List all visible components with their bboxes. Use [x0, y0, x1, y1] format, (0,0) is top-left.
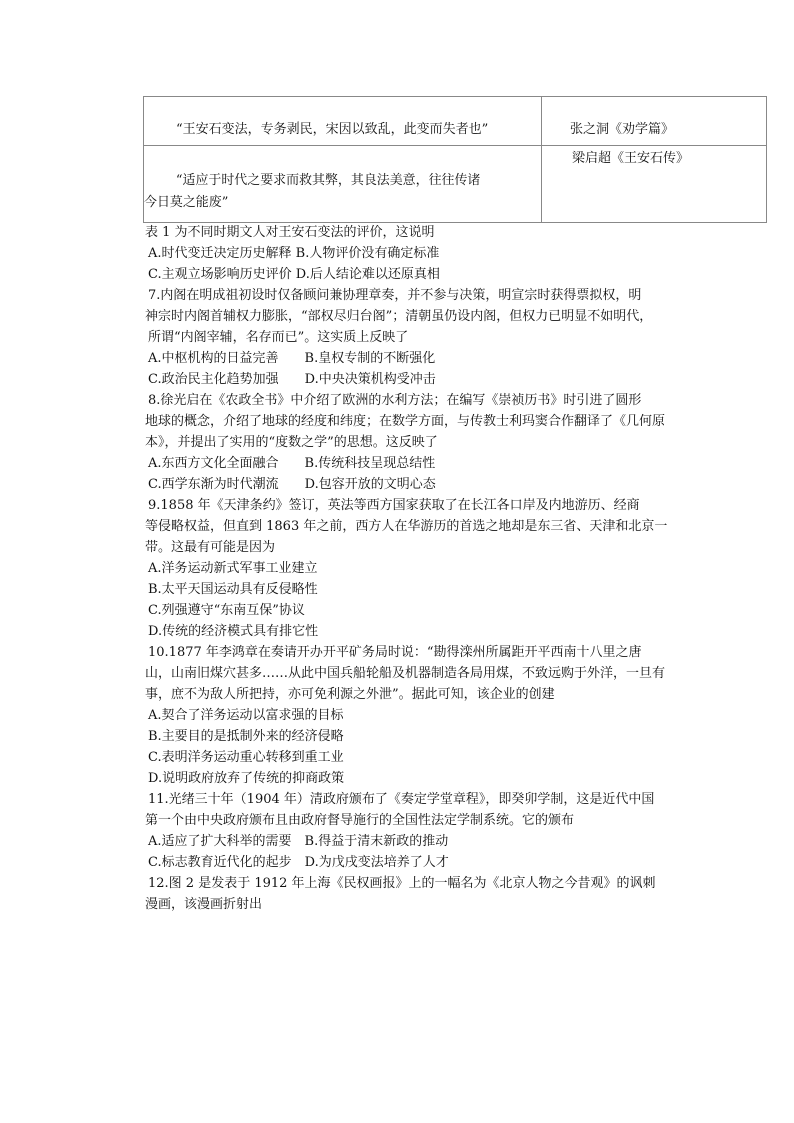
question-7-stem: 神宗时内阁首辅权力膨胀，“部权尽归台阁”；清朝虽仍设内阁，但权力已明显不如明代， — [145, 309, 653, 324]
question-8-options: C.西学东渐为时代潮流 D.包容开放的文明心态 — [148, 477, 436, 492]
evaluation-table — [143, 96, 767, 223]
question-9-stem: 带。这最有可能是因为 — [145, 540, 276, 555]
question-7-options: A.中枢机构的日益完善 B.皇权专制的不断强化 — [148, 351, 436, 366]
question-10-option: C.表明洋务运动重心转移到重工业 — [148, 750, 344, 765]
question-10-option: D.说明政府放弃了传统的抑商政策 — [148, 771, 345, 786]
question-11-stem: 11.光绪三十年（1904 年）清政府颁布了《奏定学堂章程》，即癸卯学制，这是近代中国 — [148, 792, 655, 807]
quote-text: “适应于时代之要求而救其弊，其良法美意，往往传诸 — [175, 173, 481, 188]
question-12-stem: 漫画，该漫画折射出 — [145, 897, 263, 912]
author-text: 张之洞《劝学篇》 — [570, 122, 675, 137]
author-text: 梁启超《王安石传》 — [572, 151, 690, 166]
question-8-options: A.东西方文化全面融合 B.传统科技呈现总结性 — [148, 456, 436, 471]
table-row — [144, 97, 767, 146]
question-6-options: C.主观立场影响历史评价 D.后人结论难以还原真相 — [148, 267, 440, 282]
question-9-option: A.洋务运动新式军事工业建立 — [148, 561, 318, 576]
question-7-stem: 7.内阁在明成祖初设时仅备顾问兼协理章奏，并不参与决策，明宣宗时获得票拟权，明 — [148, 288, 642, 303]
question-8-stem: 8.徐光启在《农政全书》中介绍了欧洲的水利方法；在编写《崇祯历书》时引进了圆形 — [148, 393, 642, 408]
question-6-stem: 表 1 为不同时期文人对王安石变法的评价，这说明 — [145, 225, 435, 240]
question-7-stem: 所谓“内阁宰辅，名存而已”。这实质上反映了 — [148, 330, 409, 345]
question-9-option: D.传统的经济模式具有排它性 — [148, 624, 319, 639]
quote-text: “王安石变法，专务剥民，宋因以致乱，此变而失者也” — [176, 122, 489, 137]
question-10-stem: 10.1877 年李鸿章在奏请开办开平矿务局时说：“勘得滦州所属距开平西南十八里之唐 — [148, 645, 642, 660]
question-10-stem: 事，庶不为敌人所把持，亦可免利源之外泄”。据此可知，该企业的创建 — [145, 687, 555, 702]
table-row — [144, 146, 767, 223]
question-12-stem: 12.图 2 是发表于 1912 年上海《民权画报》上的一幅名为《北京人物之今昔观》的讽刺 — [148, 876, 656, 891]
quote-cell — [144, 97, 542, 146]
question-11-options: C.标志教育近代化的起步 D.为戊戌变法培养了人才 — [148, 855, 449, 870]
question-8-stem: 本》，并提出了实用的“度数之学”的思想。这反映了 — [145, 435, 438, 450]
question-11-options: A.适应了扩大科举的需要 B.得益于清末新政的推动 — [148, 834, 449, 849]
question-11-stem: 第一个由中央政府颁布且由政府督导施行的全国性法定学制系统。它的颁布 — [145, 813, 575, 828]
question-10-stem: 山，山南旧煤穴甚多……从此中国兵船轮船及机器制造各局用煤，不致远购于外洋，一旦有 — [145, 666, 666, 681]
author-cell — [542, 97, 767, 146]
question-9-option: B.太平天国运动具有反侵略性 — [148, 582, 318, 597]
question-9-stem: 等侵略权益，但直到 1863 年之前，西方人在华游历的首选之地却是东三省、天津和北京一 — [145, 519, 668, 534]
question-7-options: C.政治民主化趋势加强 D.中央决策机构受冲击 — [148, 372, 436, 387]
question-9-option: C.列强遵守“东南互保”协议 — [148, 603, 305, 618]
question-8-stem: 地球的概念，介绍了地球的经度和纬度；在数学方面，与传教士利玛窦合作翻译了《几何原 — [145, 414, 666, 429]
quote-text: 今日莫之能废” — [144, 195, 229, 210]
question-6-options: A.时代变迁决定历史解释 B.人物评价没有确定标准 — [148, 246, 440, 261]
author-cell — [542, 146, 767, 223]
question-10-option: A.契合了洋务运动以富求强的目标 — [148, 708, 344, 723]
question-9-stem: 9.1858 年《天津条约》签订，英法等西方国家获取了在长江各口岸及内地游历、经商 — [148, 498, 640, 513]
quote-cell — [144, 146, 542, 223]
question-10-option: B.主要目的是抵制外来的经济侵略 — [148, 729, 344, 744]
